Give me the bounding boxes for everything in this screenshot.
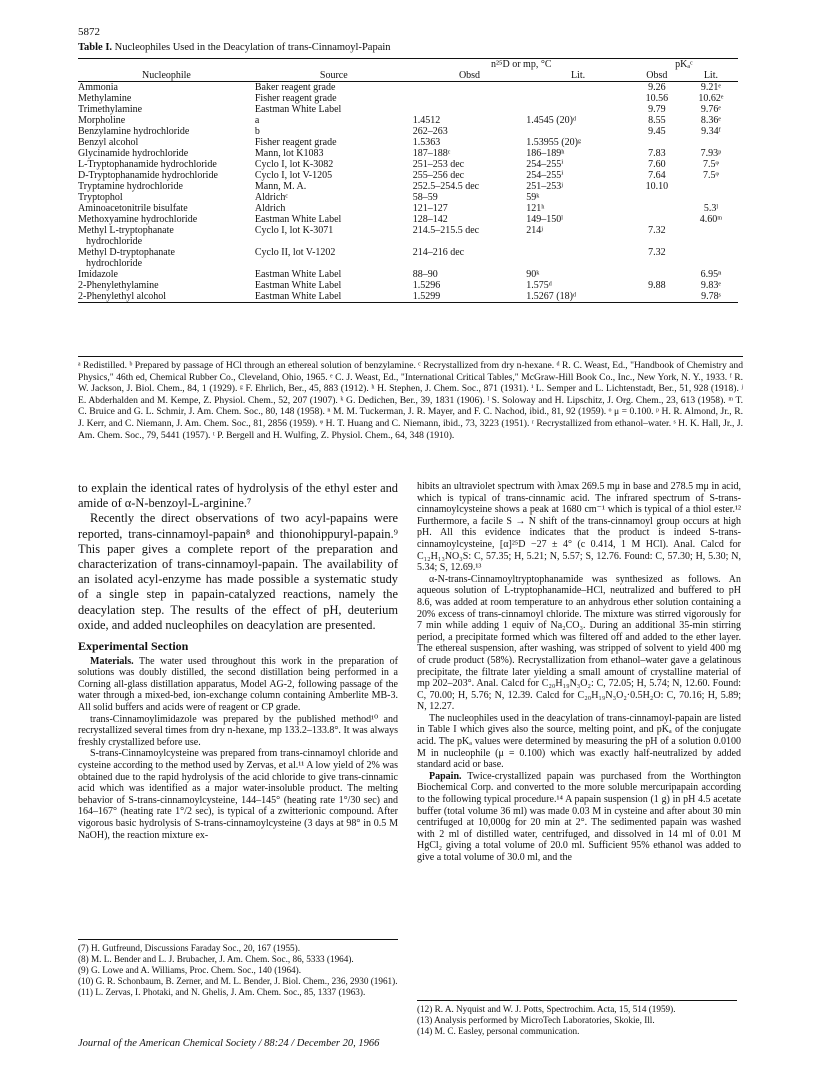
header-pka-obsd: Obsd <box>646 70 668 81</box>
cell-pka-lit <box>684 225 738 236</box>
cell-lit: 121ʰ <box>526 203 545 214</box>
cell-pka-obsd: 7.64 <box>648 170 666 181</box>
cell-nucleophile: Tryptophol <box>78 192 123 203</box>
table-row <box>78 214 738 225</box>
section-title: Experimental Section <box>78 639 189 654</box>
cell-source: Eastman White Label <box>254 291 342 302</box>
cell-obsd <box>413 104 527 115</box>
cell-obsd: 1.4512 <box>412 115 441 126</box>
table-title: Nucleophiles Used in the Deacylation of trans-Cinnamoyl-Papain <box>114 42 391 53</box>
cell-pka-obsd: 7.32 <box>648 225 666 236</box>
reference-item: (12) R. A. Nyquist and W. J. Potts, Spectrochim. Acta, 15, 514 (1959). <box>417 1004 676 1014</box>
cell-pka-lit: 7.93ᵖ <box>700 148 722 159</box>
cell-pka-lit: 7.5ᵠ <box>702 159 719 170</box>
cell-lit: 1.5267 (18)ᵈ <box>526 291 577 302</box>
nucleophiles-paragraph: The nucleophiles used in the deacylation of trans-cinnamoyl-papain are listed in Table I which gives also the source, melting point, and pKₐ of the conjugate acid. The pKₐ values were determined by measuring the pH of a solution 0.0100 M in nucleophile (μ = 0.100) which was exactly half-neutralized by added standard acid or base. <box>417 712 741 771</box>
table-row-continued <box>78 258 738 269</box>
cell-nucleophile: Benzyl alcohol <box>78 137 139 148</box>
cell-obsd: 1.5363 <box>412 137 441 148</box>
cell-lit: 214ʲ <box>526 225 543 236</box>
cell-nucleophile: D-Tryptophanamide hydrochloride <box>78 170 218 181</box>
cell-pka-obsd: 8.55 <box>648 115 666 126</box>
cell-lit: 254–255ⁱ <box>526 170 564 181</box>
cell-pka-lit: 6.95ⁿ <box>700 269 722 280</box>
table-caption <box>78 42 391 53</box>
table-row <box>78 159 738 170</box>
cinnamoylcysteine-paragraph: S-trans-Cinnamoylcysteine was prepared from trans-cinnamoyl chloride and cysteine according to the method used by Zervas, et al.¹¹ A low yield of 2% was obtained due to the rapid hydrolysis of the acid chloride to give trans-cinnamic acid which was identified as a major water-insoluble product. The melting behavior of S-trans-cinnamoylcysteine, 144–145° (heating rate 1°/30 sec) and 164–167° (heating rate 1°/2 sec), is typical of a zwitterionic compound. After vigorous basic hydrolysis of S-trans-cinnamoylcysteine (3 days at 98° in 0.5 M NaOH), the reaction mixture ex- <box>78 748 398 841</box>
reference-item: (11) L. Zervas, I. Photaki, and N. Ghelis, J. Am. Chem. Soc., 85, 1337 (1963). <box>78 987 366 997</box>
cell-nucleophile: Glycinamide hydrochloride <box>78 148 189 159</box>
table-row <box>78 104 738 115</box>
table-row <box>78 291 738 303</box>
cell-nucleophile: Tryptamine hydrochloride <box>78 181 183 192</box>
table-row <box>78 82 738 94</box>
uv-spectrum-paragraph: hibits an ultraviolet spectrum with λmax 269.5 mμ in base and 278.5 mμ in acid, which is typical of trans-cinnamic acid. The infrared spectrum of S-trans-cinnamoylcysteine shows a peak at 1680 cm⁻¹ which is typical of a thiol ester.¹² Furthermore, a facile S → N shift of the trans-cinnamoyl group occurs at high pH. All this evidence indicates that the product is indeed S-trans-cinnamoylcysteine, [α]²⁵D −27 ± 4° (c 0.414, 1 M HCl). Anal. Calcd for C₁₂H₁₃NO₃S: C, 57.35; H, 5.21; N, 5.57; S, 12.76. Found: C, 57.30; H, 5.30; N, 5.34; S, 12.69.¹³ <box>417 481 741 574</box>
header-lit: Lit. <box>570 70 586 81</box>
papain-text: Twice-crystallized papain was purchased from the Worthington Biochemical Corp. and converted to the more soluble mercuripapain according to the following typical procedure.¹⁴ A papain suspension (1 g) in pH 4.5 acetate buffer (total volume 36 ml) was made 0.03 M in cysteine and after about 30 min centrifuged at 10,000g for 20 min at 2°. The sedimented papain was washed with 2 ml of distilled water, centrifuged, and dissolved in 14 ml of 0.01 M HgCl₂ giving a total volume of 20.0 ml. Sufficient 95% ethanol was added to give a total volume of 30.0 ml, and the <box>417 770 741 863</box>
cell-lit <box>526 104 630 115</box>
table-row <box>78 126 738 137</box>
cell-lit: 254–255ⁱ <box>526 159 564 170</box>
table-row <box>78 192 738 203</box>
materials-paragraph <box>78 656 398 714</box>
cell-pka-lit: 5.3ˡ <box>703 203 718 214</box>
cell-source: Mann, M. A. <box>254 181 307 192</box>
cell-nucleophile: Aminoacetonitrile bisulfate <box>78 203 188 214</box>
cell-pka-obsd <box>630 269 684 280</box>
left-column <box>78 481 398 841</box>
header-pka-lit: Lit. <box>703 70 718 81</box>
cell-lit <box>526 82 630 94</box>
cell-lit: 1.4545 (20)ᵈ <box>526 115 577 126</box>
header-obsd: Obsd <box>458 70 481 81</box>
cell-obsd: 252.5–254.5 dec <box>412 181 480 192</box>
cell-obsd: 187–188ᶜ <box>412 148 451 159</box>
cell-pka-lit <box>684 137 738 148</box>
cell-source: Cyclo I, lot K-3071 <box>254 225 334 236</box>
cell-pka-obsd: 9.45 <box>648 126 666 137</box>
cell-pka-lit: 9.76ᵉ <box>700 104 721 115</box>
cell-lit: 186–189ʰ <box>526 148 565 159</box>
reference-item: (10) G. R. Schonbaum, B. Zerner, and M. L. Bender, J. Biol. Chem., 236, 2930 (1961). <box>78 976 398 986</box>
table-row <box>78 203 738 214</box>
cell-source: Aldrich <box>254 203 286 214</box>
cell-pka-lit: 9.78ˢ <box>701 291 721 302</box>
cell-pka-obsd <box>630 203 684 214</box>
cell-source: Cyclo II, lot V-1202 <box>254 247 336 258</box>
cell-lit: 251–253ʲ <box>526 181 563 192</box>
reference-item: (8) M. L. Bender and L. J. Brubacher, J. Am. Chem. Soc., 86, 5333 (1964). <box>78 954 354 964</box>
table-row <box>78 137 738 148</box>
cell-source: Eastman White Label <box>254 280 342 291</box>
reference-item: (9) G. Lowe and A. Williams, Proc. Chem. Soc., 140 (1964). <box>78 965 301 975</box>
cell-obsd: 214.5–215.5 dec <box>412 225 480 236</box>
cell-source: Aldrichᶜ <box>254 192 288 203</box>
cell-pka-obsd: 7.83 <box>648 148 666 159</box>
cell-source: Mann, lot K1083 <box>254 148 324 159</box>
cell-nucleophile: 2-Phenylethyl alcohol <box>78 291 167 302</box>
header-source: Source <box>319 70 348 81</box>
cell-obsd: 128–142 <box>412 214 448 225</box>
cell-pka-obsd: 10.56 <box>645 93 669 104</box>
cell-obsd: 251–253 dec <box>412 159 465 170</box>
cell-nucleophile: 2-Phenylethylamine <box>78 280 159 291</box>
cell-source: Cyclo I, lot V-1205 <box>254 170 333 181</box>
cell-nucleophile: Methyl D-tryptophanate <box>78 247 175 258</box>
cell-nucleophile: Methoxyamine hydrochloride <box>78 214 198 225</box>
cell-nucleophile: Methylamine <box>78 93 132 104</box>
cell-lit: 1.53955 (20)ᵍ <box>526 137 581 148</box>
cell-obsd <box>413 82 527 94</box>
cinnamoylimidazole-paragraph: trans-Cinnamoylimidazole was prepared by the published method¹⁰ and recrystallized several times from dry n-hexane, mp 133.2–133.8°. It was always freshly crystallized before use. <box>78 713 398 748</box>
table-row <box>78 247 738 258</box>
cell-source: Eastman White Label <box>254 214 342 225</box>
cell-pka-lit <box>684 192 738 203</box>
cell-obsd: 58–59 <box>412 192 438 203</box>
cell-lit: 90ᵏ <box>526 269 540 280</box>
cell-pka-lit: 10.62ᵉ <box>698 93 724 104</box>
journal-footer: Journal of the American Chemical Society / 88:24 / December 20, 1966 <box>78 1038 380 1049</box>
cell-nucleophile: Benzylamine hydrochloride <box>78 126 190 137</box>
cell-source: Fisher reagent grade <box>254 93 337 104</box>
cell-nucleophile: Trimethylamine <box>78 104 143 115</box>
table-row <box>78 269 738 280</box>
table-row <box>78 225 738 236</box>
cell-nucleophile: Morpholine <box>78 115 126 126</box>
table-row <box>78 148 738 159</box>
table-footnotes: ᵃ Redistilled. ᵇ Prepared by passage of HCl through an ethereal solution of benzylamine. ᶜ Recrystallized from dry n-hexane. ᵈ R. C. Weast, Ed., "Handbook of Chemistry and Physics," 46th ed, Chemical Rubber Co., Cleveland, Ohio, 1965. ᵉ C. J. Weast, Ed., "International Critical Tables," McGraw-Hill Book Co., Inc., New York, N. Y., 1933. ᶠ R. W. Jackson, J. Biol. Chem., 84, 1 (1929). ᵍ F. Ehrlich, Ber., 45, 883 (1912). ʰ H. Stephen, J. Chem. Soc., 871 (1931). ⁱ L. Semper and L. Lichtenstadt, Ber., 51, 928 (1918). ʲ E. Abderhalden and M. Kempe, Z. Physiol. Chem., 52, 207 (1907). ᵏ G. Dedichen, Ber., 39, 1831 (1906). ˡ S. Soloway and H. Lipschitz, J. Org. Chem., 23, 613 (1958). ᵐ T. C. Bruice and G. L. Schmir, J. Am. Chem. Soc., 80, 148 (1958). ⁿ M. M. Tuckerman, J. R. Mayer, and F. C. Nachod, ibid., 81, 92 (1959). ᵒ μ = 0.100. ᵖ H. R. Almond, Jr., R. J. Kerr, and C. Niemann, J. Am. Chem. Soc., 81, 2856 (1959). ᵠ H. T. Huang and C. Niemann, ibid., 73, 3223 (1951). ʳ Recrystallized from ethanol–water. ˢ H. K. Hall, Jr., J. Am. Chem. Soc., 79, 5441 (1957). ᵗ P. Bergell and H. Wulfing, Z. Physiol. Chem., 64, 348 (1910). <box>78 356 743 441</box>
cell-pka-obsd: 7.60 <box>648 159 666 170</box>
table-row <box>78 181 738 192</box>
cell-obsd: 262–263 <box>412 126 448 137</box>
page-number: 5872 <box>78 26 100 38</box>
cell-pka-obsd <box>630 214 684 225</box>
references-right <box>417 1000 737 1037</box>
cell-source: Eastman White Label <box>254 104 342 115</box>
cell-source: Cyclo I, lot K-3082 <box>254 159 334 170</box>
cell-obsd <box>413 93 527 104</box>
materials-label: Materials. <box>90 655 134 667</box>
cell-nucleophile-cont: hydrochloride <box>86 236 143 247</box>
cell-source: Eastman White Label <box>254 269 342 280</box>
reference-item: (13) Analysis performed by MicroTech Laboratories, Skokie, Ill. <box>417 1015 655 1025</box>
papain-label: Papain. <box>429 770 462 782</box>
papain-paragraph <box>417 771 741 864</box>
cell-nucleophile: L-Tryptophanamide hydrochloride <box>78 159 217 170</box>
cell-pka-obsd: 9.79 <box>648 104 666 115</box>
cell-pka-obsd <box>630 137 684 148</box>
reference-item: (14) M. C. Easley, personal communication. <box>417 1026 580 1036</box>
table-row <box>78 170 738 181</box>
cell-lit <box>526 247 630 258</box>
materials-text: The water used throughout this work in the preparation of solutions was doubly distilled, the second distillation being performed in a Corning all-glass distillation apparatus, Model AG-2, following passage of the water through a mixed-bed, ion-exchange column containing Amberlite MB-3. All solid buffers and acids were of reagent or CP grade. <box>78 655 399 713</box>
right-column <box>417 481 741 864</box>
cell-pka-obsd <box>630 291 684 303</box>
cell-source: Fisher reagent grade <box>254 137 337 148</box>
cell-pka-lit: 9.21ᵉ <box>700 82 721 93</box>
table-row <box>78 280 738 291</box>
table-body <box>78 82 738 303</box>
cell-pka-obsd <box>630 192 684 203</box>
cell-obsd: 1.5296 <box>412 280 441 291</box>
cell-pka-lit <box>684 247 738 258</box>
cell-obsd: 255–256 dec <box>412 170 465 181</box>
cell-lit <box>526 126 630 137</box>
cell-obsd: 1.5299 <box>412 291 441 302</box>
cell-pka-lit: 4.60ᵐ <box>699 214 723 225</box>
reference-item: (7) H. Gutfreund, Discussions Faraday Soc., 20, 167 (1955). <box>78 943 300 953</box>
header-nucleophile: Nucleophile <box>142 70 191 81</box>
cell-pka-lit: 9.83ᵉ <box>700 280 721 291</box>
cell-obsd: 121–127 <box>412 203 448 214</box>
cell-pka-lit: 9.34ᶠ <box>701 126 721 137</box>
table-label: Table I. <box>78 42 113 53</box>
table-row-continued <box>78 236 738 247</box>
cell-nucleophile: Methyl L-tryptophanate <box>78 225 174 236</box>
cell-pka-obsd: 9.26 <box>648 82 666 93</box>
cell-pka-lit <box>684 181 738 192</box>
cell-pka-lit: 7.5ᵠ <box>702 170 719 181</box>
cell-pka-obsd: 9.88 <box>648 280 666 291</box>
cell-nucleophile-cont: hydrochloride <box>86 258 143 269</box>
header-pka: pKₐᶜ <box>675 59 693 70</box>
intro-text: to explain the identical rates of hydrolysis of the ethyl ester and amide of α-N-benzoyl-L-arginine.⁷ <box>78 481 398 511</box>
cell-obsd: 214–216 dec <box>412 247 465 258</box>
references-left <box>78 939 398 998</box>
header-nd-mp: n²⁵D or mp, °C <box>491 59 552 70</box>
nucleophile-table <box>78 58 738 303</box>
table-row <box>78 93 738 104</box>
cell-pka-obsd: 7.32 <box>648 247 666 258</box>
cell-lit: 149–150ˡ <box>526 214 563 225</box>
cell-pka-obsd: 10.10 <box>645 181 669 192</box>
cell-lit: 1.575ᵈ <box>526 280 552 291</box>
table-row <box>78 115 738 126</box>
cell-nucleophile: Ammonia <box>78 82 118 93</box>
cell-lit: 59ᵏ <box>526 192 540 203</box>
cell-nucleophile: Imidazole <box>78 269 118 280</box>
cell-lit <box>526 93 630 104</box>
tryptophanamide-paragraph: α-N-trans-Cinnamoyltryptophanamide was synthesized as follows. An aqueous solution of L-tryptophanamide–HCl, neutralized and buffered to pH 8.6, was added at room temperature to an anhydrous ether solution containing a 20% excess of trans-cinnamoyl chloride. The mixture was stirred vigorously for 7 min while adding 1 equiv of Na₂CO₃. During an additional 35-min stirring period, a precipitate formed which was filtered off and added to the ether layer. The ethereal suspension, after washing, was stripped of solvent to yield 400 mg of crude product (58%). Recrystallization from ethanol–water gave a gelatinous precipitate, the filtrate later yielding a small amount of crystalline material of mp 202–203°. Anal. Calcd for C₂₀H₁₉N₃O₂: C, 72.05; H, 5.74; N, 12.60. Found: C, 70.00; H, 5.76; N, 12.39. Calcd for C₂₀H₁₉N₃O₂·0.5H₂O: C, 70.16; H, 5.89; N, 12.27. <box>417 573 741 713</box>
cell-obsd: 88–90 <box>412 269 438 280</box>
cell-source: b <box>254 126 260 137</box>
intro-paragraph: Recently the direct observations of two acyl-papains were reported, trans-cinnamoyl-papain⁸ and thionohippuryl-papain.⁹ This paper gives a complete report of the preparation and characterization of trans-cinnamoyl-papain. The availability of an isolated acyl-enzyme has made possible a systematic study of a single step in papain-catalyzed reactions, namely the deacylation step. The results of the effect of pH, deuterium oxide, and added nucleophiles on deacylation are presented. <box>78 511 398 632</box>
cell-source: a <box>254 115 260 126</box>
cell-pka-lit: 8.36ᵉ <box>700 115 721 126</box>
cell-source: Baker reagent grade <box>254 82 336 93</box>
